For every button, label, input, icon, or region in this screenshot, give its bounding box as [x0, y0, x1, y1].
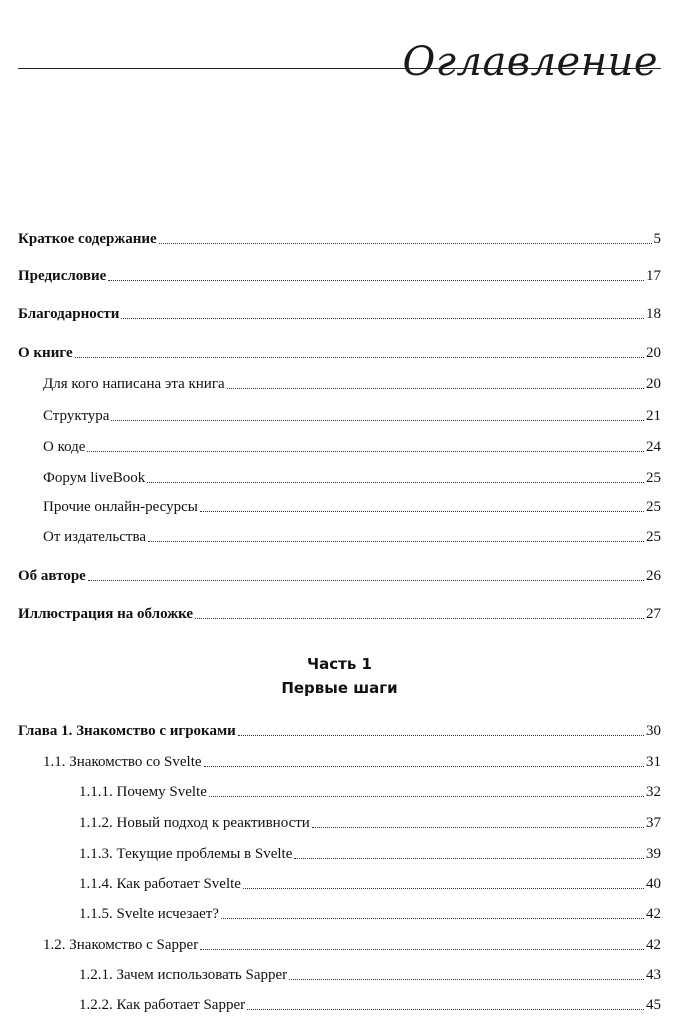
toc-entry-label: Структура: [43, 408, 110, 424]
toc-entry[interactable]: [18, 601, 661, 623]
toc-entry-label: О книге: [18, 345, 73, 361]
toc-entry-label: 1.2. Знакомство с Sapper: [43, 937, 199, 953]
toc-leader: [204, 766, 644, 767]
toc-entry-label: Об авторе: [18, 568, 86, 584]
toc-entry-label: Для кого написана эта книга: [43, 376, 225, 392]
toc-entry-label: От издательства: [43, 529, 147, 545]
toc-leader: [108, 280, 644, 281]
toc-entry-label: Иллюстрация на обложке: [18, 606, 194, 622]
toc-leader: [200, 511, 644, 512]
toc-entry-page: 5: [653, 231, 661, 247]
toc-entry-page: 37: [646, 815, 661, 831]
toc-entry[interactable]: [18, 301, 661, 323]
toc-entry-label: 1.1. Знакомство со Svelte: [43, 754, 202, 770]
toc-entry-page: 17: [646, 268, 661, 284]
toc-entry-page: 20: [646, 345, 661, 361]
toc-subsection-entry[interactable]: [18, 871, 661, 893]
toc-leader: [294, 858, 644, 859]
toc-entry-page: 45: [646, 997, 661, 1013]
toc-subsection-entry[interactable]: [18, 810, 661, 832]
toc-entry-label: 1.2.1. Зачем использовать Sapper: [79, 967, 288, 983]
toc-section-entry[interactable]: [18, 932, 661, 954]
toc-entry-label: 1.1.2. Новый подход к реактивности: [79, 815, 310, 831]
toc-leader: [289, 979, 644, 980]
toc-entry-label: О коде: [43, 439, 86, 455]
toc-entry[interactable]: [18, 340, 661, 362]
toc-entry[interactable]: [18, 563, 661, 585]
toc-entry-page: 18: [646, 306, 661, 322]
toc-subsection-entry[interactable]: [18, 992, 661, 1014]
toc-leader: [227, 388, 644, 389]
toc-leader: [243, 888, 644, 889]
toc-section-entry[interactable]: [18, 749, 661, 771]
toc-entry-label: 1.1.5. Svelte исчезает?: [79, 906, 219, 922]
toc-subsection-entry[interactable]: [18, 901, 661, 923]
toc-leader: [312, 827, 644, 828]
toc-entry-label: Благодарности: [18, 306, 120, 322]
toc-entry-page: 30: [646, 723, 661, 739]
toc-subsection-entry[interactable]: [18, 779, 661, 801]
toc-entry-label: Прочие онлайн-ресурсы: [43, 499, 198, 515]
toc-subentry[interactable]: [18, 465, 661, 487]
toc-entry-page: 21: [646, 408, 661, 424]
toc-entry-label: Форум liveBook: [43, 470, 146, 486]
toc-entry-page: 42: [646, 906, 661, 922]
toc-entry-label: 1.1.3. Текущие проблемы в Svelte: [79, 846, 293, 862]
toc-chapter-entry[interactable]: [18, 718, 661, 740]
toc-leader: [88, 580, 644, 581]
toc-entry-label: 1.2.2. Как работает Sapper: [79, 997, 246, 1013]
toc-subsection-entry[interactable]: [18, 962, 661, 984]
toc-entry[interactable]: [18, 226, 661, 248]
toc-leader: [111, 420, 644, 421]
toc-entry-page: 43: [646, 967, 661, 983]
toc-subentry[interactable]: [18, 403, 661, 425]
part-heading: [18, 652, 661, 700]
toc-entry-label: Глава 1. Знакомство с игроками: [18, 723, 236, 739]
toc-leader: [147, 482, 644, 483]
toc-leader: [195, 618, 644, 619]
toc-entry-page: 25: [646, 499, 661, 515]
toc-leader: [209, 796, 644, 797]
toc-entry-page: 27: [646, 606, 661, 622]
toc-entry-page: 42: [646, 937, 661, 953]
toc-subsection-entry[interactable]: [18, 841, 661, 863]
toc-entry-page: 40: [646, 876, 661, 892]
toc-leader: [238, 735, 644, 736]
toc-entry-page: 24: [646, 439, 661, 455]
part-number: Часть 1: [307, 655, 372, 673]
toc-subentry[interactable]: [18, 524, 661, 546]
toc-leader: [121, 318, 644, 319]
part-title: Первые шаги: [281, 679, 398, 697]
toc-entry[interactable]: [18, 263, 661, 285]
toc-leader: [221, 918, 644, 919]
toc-entry-page: 39: [646, 846, 661, 862]
toc-leader: [159, 243, 652, 244]
toc-subentry[interactable]: [18, 434, 661, 456]
toc-entry-label: Краткое содержание: [18, 231, 157, 247]
toc-leader: [148, 541, 644, 542]
title-divider: [18, 68, 661, 69]
toc-entry-page: 25: [646, 529, 661, 545]
toc-subentry[interactable]: [18, 494, 661, 516]
toc-entry-page: 32: [646, 784, 661, 800]
toc-entry-page: 20: [646, 376, 661, 392]
toc-entry-label: 1.1.4. Как работает Svelte: [79, 876, 241, 892]
toc-entry-label: Предисловие: [18, 268, 107, 284]
toc-leader: [247, 1009, 644, 1010]
toc-entry-page: 25: [646, 470, 661, 486]
toc-entry-page: 31: [646, 754, 661, 770]
toc-subentry[interactable]: [18, 371, 661, 393]
toc-entry-page: 26: [646, 568, 661, 584]
page-title: Оглавление: [402, 38, 658, 85]
toc-entry-label: 1.1.1. Почему Svelte: [79, 784, 207, 800]
toc-leader: [200, 949, 644, 950]
toc-leader: [87, 451, 644, 452]
toc-leader: [75, 357, 644, 358]
